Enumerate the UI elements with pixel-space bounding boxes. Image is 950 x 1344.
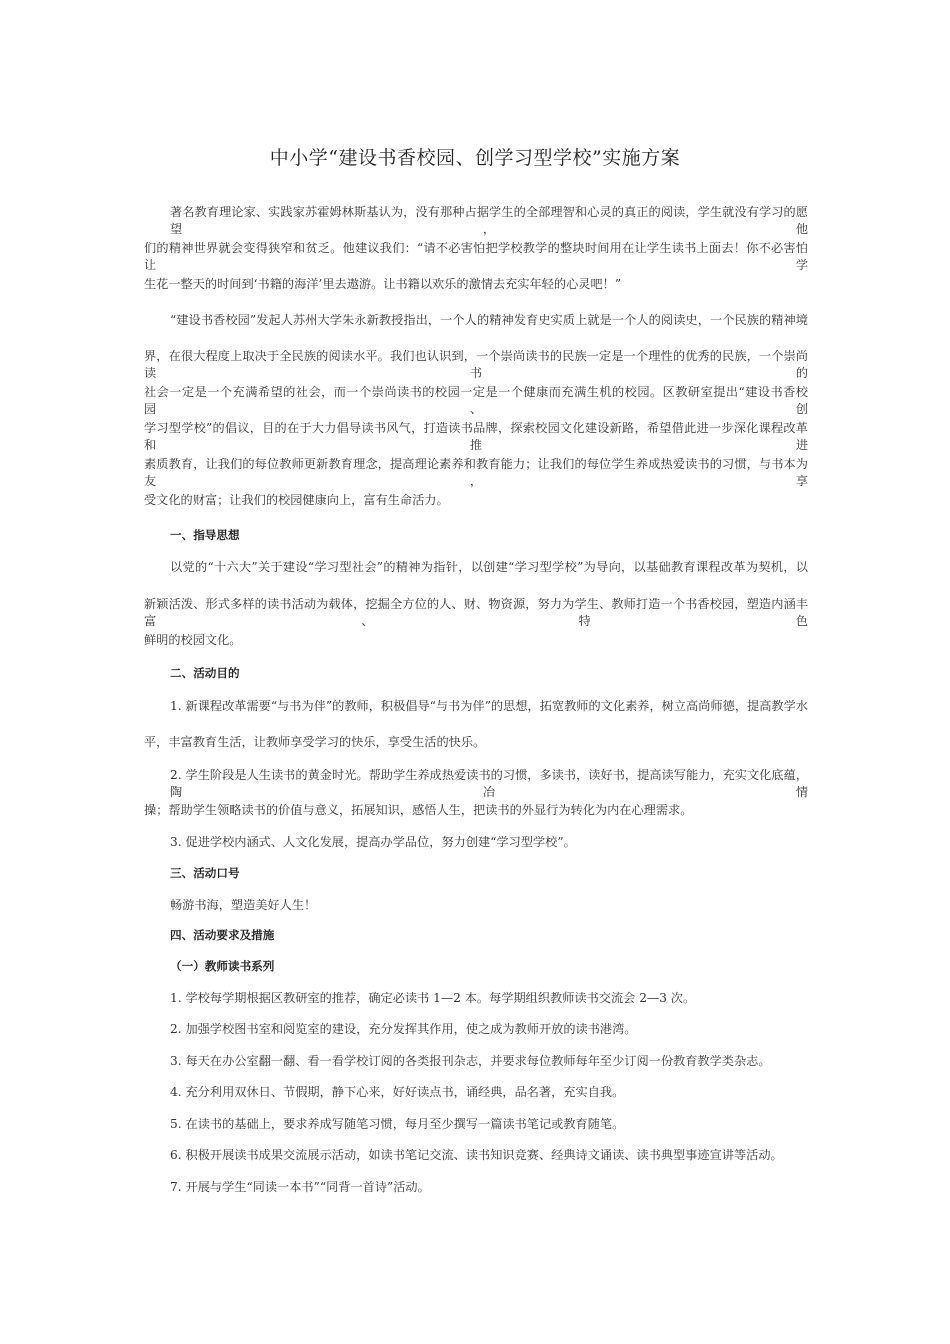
intro-line: 素质教育，让我们的每位教师更新教育理念，提高理论素养和教育能力；让我们的每位学生养成热爱读书的习惯，与书本为友，享 <box>144 457 808 488</box>
intro-line: 社会一定是一个充满希望的社会，而一个崇尚读书的校园一定是一个健康而充满生机的校园。区教研室提出“建设书香校园、创 <box>144 385 808 416</box>
intro-line: 学习型学校”的倡议，目的在于大力倡导读书风气，打造读书品牌，探索校园文化建设新路，希望借此进一步深化课程改革和推进 <box>144 421 808 452</box>
list-item-continued: 操；帮助学生领略读书的价值与意义，拓展知识，感悟人生，把读书的外显行为转化为内在心理需求。 <box>144 803 693 817</box>
section-heading: 三、活动口号 <box>170 866 240 880</box>
paragraph-line: 新颖活泼、形式多样的读书活动为载体，挖掘全方位的人、财、物资源，努力为学生、教师打造一个书香校园，塑造内涵丰富、特色 <box>144 597 808 628</box>
paragraph-line: 鲜明的校园文化。 <box>144 633 242 647</box>
list-item: 3. 每天在办公室翻一翻、看一看学校订阅的各类报刊杂志，并要求每位教师每年至少订阅一份教育教学类杂志。 <box>170 1054 771 1068</box>
intro-line: 们的精神世界就会变得狭窄和贫乏。他建议我们：“请不必害怕把学校教学的整块时间用在让学生读书上面去！你不必害怕让学 <box>144 241 808 272</box>
list-item: 7. 开展与学生“同读一本书”“同背一首诗”活动。 <box>170 1180 430 1194</box>
list-item: 6. 积极开展读书成果交流展示活动，如读书笔记交流、读书知识竞赛、经典诗文诵读、读书典型事迹宣讲等活动。 <box>170 1148 783 1162</box>
list-item: 4. 充分利用双休日、节假期，静下心来，好好读点书，诵经典，品名著，充实自我。 <box>170 1085 625 1099</box>
intro-line: 生花一整天的时间到‘书籍的海洋’里去遨游。让书籍以欢乐的激情去充实年轻的心灵吧！” <box>144 277 622 291</box>
intro-line: 界，在很大程度上取决于全民族的阅读水平。我们也认识到，一个崇尚读书的民族一定是一个理性的优秀的民族，一个崇尚读书的 <box>144 349 808 380</box>
list-item: 1. 学校每学期根据区教研室的推荐，确定必读书 1—2 本。每学期组织教师读书交流会 2—3 次。 <box>170 991 696 1005</box>
intro-line: “建设书香校园”发起人苏州大学朱永新教授指出，一个人的精神发育史实质上就是一个人的阅读史，一个民族的精神境 <box>170 313 808 327</box>
section-heading: 二、活动目的 <box>170 666 240 680</box>
paragraph-line: 以党的“十六大”关于建设“学习型社会”的精神为指针，以创建“学习型学校”为导向，以基础教育课程改革为契机，以 <box>170 560 808 574</box>
document-title: 中小学“建设书香校园、创学习型学校”实施方案 <box>269 147 681 169</box>
subsection-heading: （一）教师读书系列 <box>170 959 275 973</box>
list-item-continued: 平，丰富教育生活，让教师享受学习的快乐，享受生活的快乐。 <box>144 735 486 749</box>
list-item: 3. 促进学校内涵式、人文化发展，提高办学品位，努力创建“学习型学校”。 <box>170 835 576 849</box>
intro-line: 著名教育理论家、实践家苏霍姆林斯基认为，没有那种占据学生的全部理智和心灵的真正的阅读，学生就没有学习的愿望，他 <box>170 205 808 236</box>
slogan: 畅游书海，塑造美好人生！ <box>170 898 317 912</box>
list-item: 1. 新课程改革需要“与书为伴”的教师，积极倡导“与书为伴”的思想，拓宽教师的文化素养，树立高尚师德，提高教学水 <box>170 699 808 713</box>
list-item: 2. 学生阶段是人生读书的黄金时光。帮助学生养成热爱读书的习惯，多读书，读好书，提高读写能力，充实文化底蕴，陶冶情 <box>170 768 808 799</box>
intro-line: 受文化的财富；让我们的校园健康向上，富有生命活力。 <box>144 493 449 507</box>
list-item: 5. 在读书的基础上，要求养成写随笔习惯，每月至少撰写一篇读书笔记或教育随笔。 <box>170 1117 625 1131</box>
section-heading: 四、活动要求及措施 <box>170 928 275 942</box>
list-item: 2. 加强学校图书室和阅览室的建设，充分发挥其作用，使之成为教师开放的读书港湾。 <box>170 1022 637 1036</box>
section-heading: 一、指导思想 <box>170 528 240 542</box>
